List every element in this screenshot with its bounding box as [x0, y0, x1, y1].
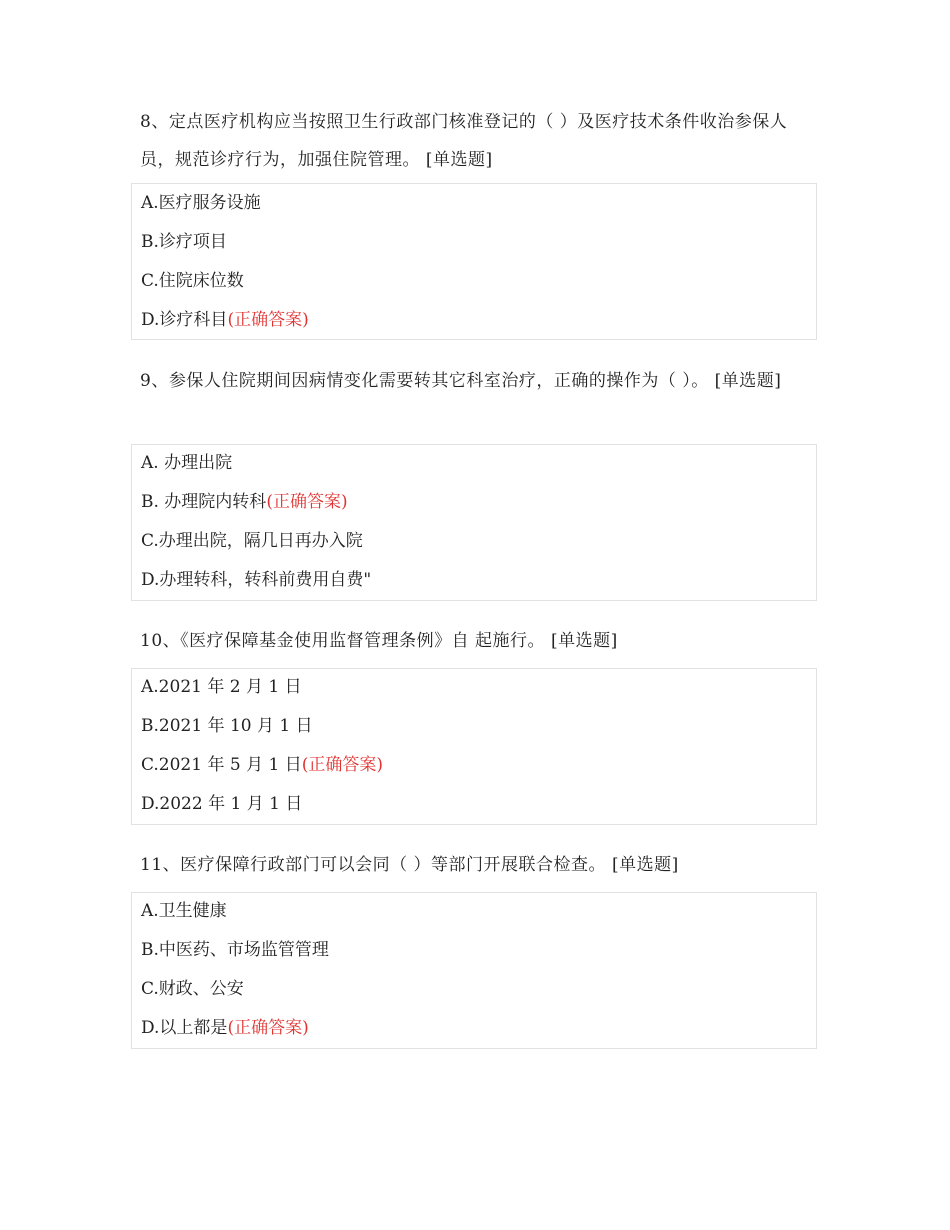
option-b: B.诊疗项目: [141, 232, 227, 252]
option-c: C.2021 年 5 月 1 日(正确答案): [141, 755, 383, 775]
correct-answer-mark: (正确答案): [301, 755, 383, 775]
option-a: A. 办理出院: [141, 453, 233, 473]
option-d: D.以上都是(正确答案): [141, 1018, 309, 1038]
option-d: D.办理转科，转科前费用自费": [141, 570, 372, 590]
option-b: B.中医药、市场监管管理: [141, 940, 329, 960]
question-9-text: 9、参保人住院期间因病情变化需要转其它科室治疗，正确的操作为（ ）。 [单选题]: [140, 371, 782, 391]
question-8-options: [131, 183, 817, 340]
question-9-options: [131, 444, 817, 601]
option-d: D.诊疗科目(正确答案): [141, 310, 309, 330]
option-d: D.2022 年 1 月 1 日: [141, 794, 303, 814]
correct-answer-mark: (正确答案): [266, 492, 348, 512]
question-8-text: 8、定点医疗机构应当按照卫生行政部门核准登记的（ ）及医疗技术条件收治参保人员，规范诊疗行为，加强住院管理。 [单选题]: [140, 112, 788, 170]
option-c: C.财政、公安: [141, 979, 244, 999]
correct-answer-mark: (正确答案): [227, 310, 309, 330]
question-11-options: [131, 892, 817, 1049]
question-10-text: 10、《医疗保障基金使用监督管理条例》自 起施行。 [单选题]: [140, 631, 618, 651]
option-a: A.卫生健康: [141, 901, 227, 921]
correct-answer-mark: (正确答案): [227, 1018, 309, 1038]
option-c: C.办理出院，隔几日再办入院: [141, 531, 363, 551]
option-b: B.2021 年 10 月 1 日: [141, 716, 313, 736]
option-a: A.2021 年 2 月 1 日: [141, 677, 302, 697]
option-c: C.住院床位数: [141, 271, 244, 291]
question-11-text: 11、医疗保障行政部门可以会同（ ）等部门开展联合检查。 [单选题]: [140, 855, 679, 875]
option-a: A.医疗服务设施: [141, 193, 261, 213]
option-b: B. 办理院内转科(正确答案): [141, 492, 348, 512]
question-10-options: [131, 668, 817, 825]
